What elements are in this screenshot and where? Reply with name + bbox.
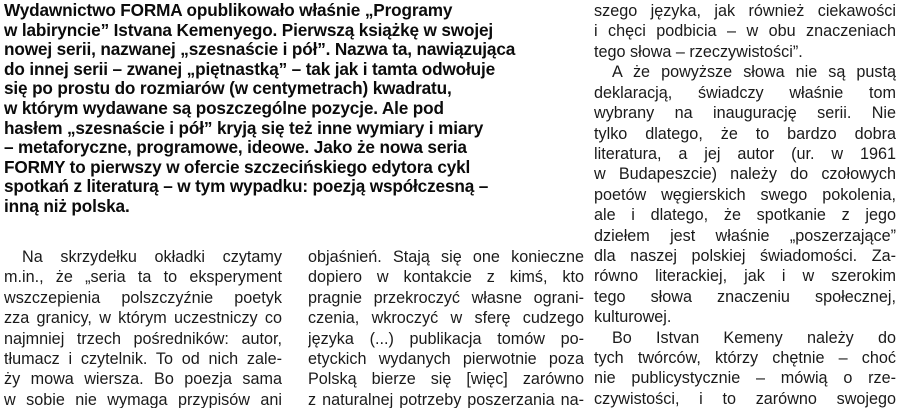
column-line: tych twórców, którzy chętnie – choć	[594, 349, 896, 368]
lead-line: FORMY to pierwszy w ofercie szczecińskiego edytora cykl	[4, 156, 471, 177]
column-line: m.in., że „seria ta to eksperyment	[4, 268, 282, 287]
column-line: ale i dlatego, że spotkanie z jego	[594, 206, 896, 225]
column-line: równo literackiej, jak i w szerokim	[594, 267, 896, 286]
column-line: w Budapeszcie) należy do czołowych	[594, 165, 896, 184]
column-line: dziełem jest właśnie „poszerzające”	[594, 226, 896, 245]
column-line: A że powyższe słowa nie są pustą	[612, 63, 896, 82]
column-line: szego języka, jak również ciekawości	[594, 2, 896, 20]
body-column-3	[594, 1, 896, 408]
column-line: etyckich wydanych pierwotnie poza	[308, 349, 584, 368]
lead-line: do innej serii – zwanej „piętnastką” – tak jak i tamta odwołuje	[4, 58, 496, 79]
column-line: objaśnień. Stają się one konieczne	[308, 248, 584, 266]
column-line: dopiero w kontakcie z kimś, kto	[308, 268, 584, 287]
column-line: wszczepienia polszczyźnie poetyk	[4, 288, 282, 307]
lead-line: nowej serii, nazwanej „szesnaście i pół”. Nazwa ta, nawiązująca	[4, 39, 516, 60]
column-line: deklaracją, świadczy właśnie tom	[594, 83, 896, 102]
lead-line: inną niż polska.	[4, 195, 130, 216]
lead-line: Wydawnictwo FORMA opublikowało właśnie „Programy	[4, 0, 453, 20]
column-line: tego słowa – rzeczywistości”.	[594, 42, 803, 61]
column-line: literatura, a jej autor (ur. w 1961	[594, 144, 896, 163]
lead-line: w labiryncie” Istvana Kemenyego. Pierwszą książkę w swojej	[4, 19, 494, 40]
column-line: zza granicy, w którym uczestniczy co	[4, 309, 282, 328]
column-line: nie publicystycznie – mówią o rze-	[594, 369, 896, 388]
column-line: kulturowej.	[594, 308, 672, 327]
column-line: pragnie przekroczyć własne ograni-	[308, 288, 584, 307]
column-line: czywistości, i to zarówno swojego	[594, 389, 896, 408]
lead-line: spotkań z literaturą – w tym wypadku: poezją współczesną –	[4, 176, 489, 197]
body-column-1	[4, 247, 282, 408]
lead-line: – metaforyczne, programowe, ideowe. Jako że nowa seria	[4, 137, 467, 158]
lead-line: w którym wydawane są poszczególne pozycje. Ale pod	[4, 97, 444, 118]
column-line: języka (...) publikacja tomów po-	[308, 329, 584, 348]
column-line: ży mowa wiersza. Bo poezja sama	[4, 370, 282, 389]
column-line: tylko dlatego, że to bardzo dobra	[594, 124, 896, 143]
column-line: najmniej trzech pośredników: autor,	[4, 329, 282, 348]
column-line: Na skrzydełku okładki czytamy	[22, 248, 282, 266]
column-line: dla naszej polskiej świadomości. Za-	[594, 246, 896, 265]
column-line: w sobie nie wymaga przypisów ani	[4, 390, 282, 408]
column-line: wybrany na inaugurację serii. Nie	[594, 104, 896, 123]
column-line: czenia, wkroczyć w sferę cudzego	[308, 309, 584, 328]
column-line: Bo Istvan Kemeny należy do	[612, 328, 896, 347]
column-line: i chęci podbicia – w obu znaczeniach	[594, 22, 896, 41]
column-line: z naturalnej potrzeby poszerzania na-	[308, 390, 584, 408]
column-line: Polską bierze się [więc] zarówno	[308, 370, 584, 389]
column-line: poetów węgierskich swego pokolenia,	[594, 185, 896, 204]
lead-line: hasłem „szesnaście i pół” kryją się też inne wymiary i miary	[4, 117, 484, 138]
lead-paragraph	[4, 1, 576, 217]
column-line: tłumacz i czytelnik. To od nich zale-	[4, 349, 282, 368]
column-line: tego słowa znaczeniu społecznej,	[594, 287, 896, 306]
body-column-2	[308, 247, 584, 408]
lead-line: się po prostu do rozmiarów (w centymetrach) kwadratu,	[4, 78, 452, 99]
